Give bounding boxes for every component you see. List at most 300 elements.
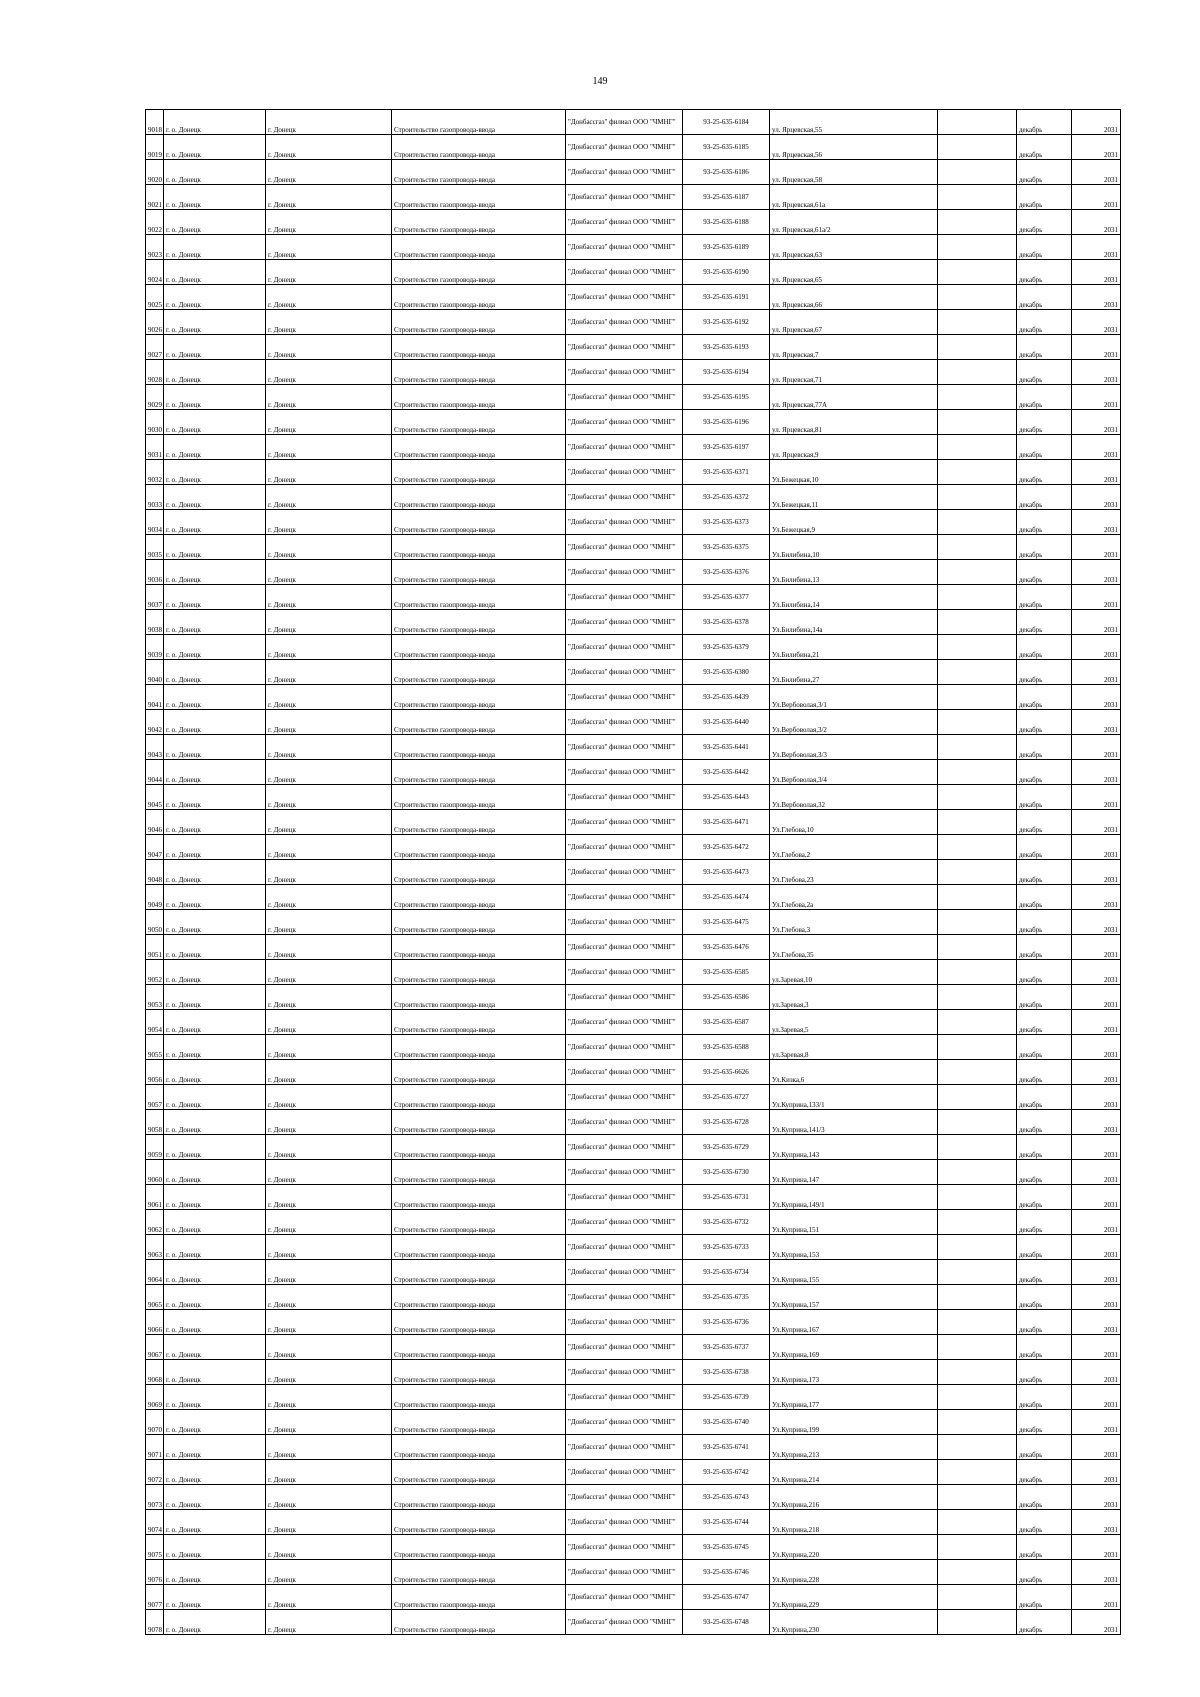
row-number-cell: 9048 xyxy=(146,860,164,885)
object-code-cell: 93-25-635-6745 xyxy=(683,1535,770,1560)
address-cell: Ул.Билибина,10 xyxy=(770,535,938,560)
address-cell: Ул.Глебова,23 xyxy=(770,860,938,885)
row-number-cell: 9075 xyxy=(146,1535,164,1560)
month-cell: декабрь xyxy=(1017,710,1072,735)
month-cell: декабрь xyxy=(1017,560,1072,585)
empty-cell xyxy=(938,685,1017,710)
row-number-cell: 9023 xyxy=(146,235,164,260)
year-cell: 2031 xyxy=(1072,510,1121,535)
table-row xyxy=(146,160,1121,185)
address-cell: ул.Заревая,3 xyxy=(770,985,938,1010)
work-type-cell: Строительство газопровода-ввода xyxy=(392,810,566,835)
table-row xyxy=(146,1335,1121,1360)
year-cell: 2031 xyxy=(1072,835,1121,860)
empty-cell xyxy=(938,860,1017,885)
work-type-cell: Строительство газопровода-ввода xyxy=(392,910,566,935)
year-cell: 2031 xyxy=(1072,1135,1121,1160)
work-type-cell: Строительство газопровода-ввода xyxy=(392,1385,566,1410)
city-cell: г. Донецк xyxy=(266,1210,392,1235)
district-cell: г. о. Донецк xyxy=(164,1510,266,1535)
year-cell: 2031 xyxy=(1072,185,1121,210)
address-cell: Ул.Бежецкая,10 xyxy=(770,460,938,485)
organization-cell: "Донбассгаз" филиал ООО "ЧМНГ" xyxy=(566,460,683,485)
row-number-cell: 9073 xyxy=(146,1485,164,1510)
month-cell: декабрь xyxy=(1017,110,1072,135)
table-row xyxy=(146,885,1121,910)
object-code-cell: 93-25-635-6474 xyxy=(683,885,770,910)
organization-cell: "Донбассгаз" филиал ООО "ЧМНГ" xyxy=(566,985,683,1010)
work-type-cell: Строительство газопровода-ввода xyxy=(392,660,566,685)
month-cell: декабрь xyxy=(1017,1035,1072,1060)
empty-cell xyxy=(938,660,1017,685)
district-cell: г. о. Донецк xyxy=(164,235,266,260)
year-cell: 2031 xyxy=(1072,360,1121,385)
city-cell: г. Донецк xyxy=(266,310,392,335)
year-cell: 2031 xyxy=(1072,1560,1121,1585)
table-row xyxy=(146,1010,1121,1035)
month-cell: декабрь xyxy=(1017,485,1072,510)
city-cell: г. Донецк xyxy=(266,960,392,985)
address-cell: ул.Заревая,5 xyxy=(770,1010,938,1035)
empty-cell xyxy=(938,285,1017,310)
district-cell: г. о. Донецк xyxy=(164,285,266,310)
address-cell: Ул.Куприна,151 xyxy=(770,1210,938,1235)
work-type-cell: Строительство газопровода-ввода xyxy=(392,1310,566,1335)
table-row xyxy=(146,560,1121,585)
address-cell: Ул.Глебова,2 xyxy=(770,835,938,860)
row-number-cell: 9051 xyxy=(146,935,164,960)
empty-cell xyxy=(938,635,1017,660)
year-cell: 2031 xyxy=(1072,1335,1121,1360)
object-code-cell: 93-25-635-6376 xyxy=(683,560,770,585)
row-number-cell: 9044 xyxy=(146,760,164,785)
table-row xyxy=(146,760,1121,785)
district-cell: г. о. Донецк xyxy=(164,1060,266,1085)
work-type-cell: Строительство газопровода-ввода xyxy=(392,1510,566,1535)
district-cell: г. о. Донецк xyxy=(164,260,266,285)
district-cell: г. о. Донецк xyxy=(164,1285,266,1310)
month-cell: декабрь xyxy=(1017,1410,1072,1435)
district-cell: г. о. Донецк xyxy=(164,860,266,885)
organization-cell: "Донбассгаз" филиал ООО "ЧМНГ" xyxy=(566,285,683,310)
empty-cell xyxy=(938,985,1017,1010)
month-cell: декабрь xyxy=(1017,685,1072,710)
address-cell: Ул.Глебова,10 xyxy=(770,810,938,835)
work-type-cell: Строительство газопровода-ввода xyxy=(392,1260,566,1285)
month-cell: декабрь xyxy=(1017,1435,1072,1460)
organization-cell: "Донбассгаз" филиал ООО "ЧМНГ" xyxy=(566,1210,683,1235)
city-cell: г. Донецк xyxy=(266,410,392,435)
city-cell: г. Донецк xyxy=(266,1285,392,1310)
year-cell: 2031 xyxy=(1072,385,1121,410)
month-cell: декабрь xyxy=(1017,910,1072,935)
table-row xyxy=(146,1610,1121,1635)
work-type-cell: Строительство газопровода-ввода xyxy=(392,1135,566,1160)
row-number-cell: 9059 xyxy=(146,1135,164,1160)
page-number: 149 xyxy=(592,76,608,87)
address-cell: Ул.Куприна,133/1 xyxy=(770,1085,938,1110)
organization-cell: "Донбассгаз" филиал ООО "ЧМНГ" xyxy=(566,910,683,935)
empty-cell xyxy=(938,1410,1017,1435)
empty-cell xyxy=(938,1510,1017,1535)
month-cell: декабрь xyxy=(1017,1310,1072,1335)
organization-cell: "Донбассгаз" филиал ООО "ЧМНГ" xyxy=(566,1010,683,1035)
object-code-cell: 93-25-635-6440 xyxy=(683,710,770,735)
address-cell: Ул.Куприна,228 xyxy=(770,1560,938,1585)
address-cell: Ул.Вербоволая,3/4 xyxy=(770,760,938,785)
address-cell: Ул.Куприна,173 xyxy=(770,1360,938,1385)
district-cell: г. о. Донецк xyxy=(164,510,266,535)
organization-cell: "Донбассгаз" филиал ООО "ЧМНГ" xyxy=(566,360,683,385)
district-cell: г. о. Донецк xyxy=(164,210,266,235)
empty-cell xyxy=(938,485,1017,510)
month-cell: декабрь xyxy=(1017,360,1072,385)
year-cell: 2031 xyxy=(1072,1060,1121,1085)
month-cell: декабрь xyxy=(1017,985,1072,1010)
year-cell: 2031 xyxy=(1072,1360,1121,1385)
address-cell: ул. Ярцевская,77А xyxy=(770,385,938,410)
district-cell: г. о. Донецк xyxy=(164,335,266,360)
city-cell: г. Донецк xyxy=(266,235,392,260)
city-cell: г. Донецк xyxy=(266,885,392,910)
table-row xyxy=(146,1385,1121,1410)
row-number-cell: 9067 xyxy=(146,1335,164,1360)
month-cell: декабрь xyxy=(1017,660,1072,685)
month-cell: декабрь xyxy=(1017,185,1072,210)
work-type-cell: Строительство газопровода-ввода xyxy=(392,1335,566,1360)
object-code-cell: 93-25-635-6443 xyxy=(683,785,770,810)
address-cell: Ул.Вербоволая,32 xyxy=(770,785,938,810)
work-type-cell: Строительство газопровода-ввода xyxy=(392,435,566,460)
district-cell: г. о. Донецк xyxy=(164,485,266,510)
city-cell: г. Донецк xyxy=(266,1235,392,1260)
table-row xyxy=(146,1210,1121,1235)
work-type-cell: Строительство газопровода-ввода xyxy=(392,1210,566,1235)
organization-cell: "Донбассгаз" филиал ООО "ЧМНГ" xyxy=(566,1335,683,1360)
table-row xyxy=(146,185,1121,210)
work-type-cell: Строительство газопровода-ввода xyxy=(392,1110,566,1135)
year-cell: 2031 xyxy=(1072,810,1121,835)
organization-cell: "Донбассгаз" филиал ООО "ЧМНГ" xyxy=(566,410,683,435)
empty-cell xyxy=(938,1385,1017,1410)
empty-cell xyxy=(938,885,1017,910)
year-cell: 2031 xyxy=(1072,1110,1121,1135)
table-row xyxy=(146,685,1121,710)
empty-cell xyxy=(938,1360,1017,1385)
empty-cell xyxy=(938,560,1017,585)
work-type-cell: Строительство газопровода-ввода xyxy=(392,735,566,760)
city-cell: г. Донецк xyxy=(266,860,392,885)
address-cell: Ул.Куприна,213 xyxy=(770,1435,938,1460)
empty-cell xyxy=(938,135,1017,160)
organization-cell: "Донбассгаз" филиал ООО "ЧМНГ" xyxy=(566,1310,683,1335)
row-number-cell: 9049 xyxy=(146,885,164,910)
table-row xyxy=(146,485,1121,510)
city-cell: г. Донецк xyxy=(266,1260,392,1285)
district-cell: г. о. Донецк xyxy=(164,1610,266,1635)
month-cell: декабрь xyxy=(1017,1460,1072,1485)
address-cell: Ул.Куприна,157 xyxy=(770,1285,938,1310)
city-cell: г. Донецк xyxy=(266,1385,392,1410)
district-cell: г. о. Донецк xyxy=(164,785,266,810)
table-row xyxy=(146,1060,1121,1085)
empty-cell xyxy=(938,610,1017,635)
work-type-cell: Строительство газопровода-ввода xyxy=(392,1560,566,1585)
empty-cell xyxy=(938,260,1017,285)
empty-cell xyxy=(938,810,1017,835)
row-number-cell: 9063 xyxy=(146,1235,164,1260)
organization-cell: "Донбассгаз" филиал ООО "ЧМНГ" xyxy=(566,560,683,585)
organization-cell: "Донбассгаз" филиал ООО "ЧМНГ" xyxy=(566,135,683,160)
empty-cell xyxy=(938,310,1017,335)
work-type-cell: Строительство газопровода-ввода xyxy=(392,585,566,610)
month-cell: декабрь xyxy=(1017,1185,1072,1210)
table-row xyxy=(146,410,1121,435)
year-cell: 2031 xyxy=(1072,1460,1121,1485)
object-code-cell: 93-25-635-6585 xyxy=(683,960,770,985)
month-cell: декабрь xyxy=(1017,1610,1072,1635)
object-code-cell: 93-25-635-6588 xyxy=(683,1035,770,1060)
district-cell: г. о. Донецк xyxy=(164,1335,266,1360)
city-cell: г. Донецк xyxy=(266,1335,392,1360)
year-cell: 2031 xyxy=(1072,1235,1121,1260)
row-number-cell: 9053 xyxy=(146,985,164,1010)
empty-cell xyxy=(938,960,1017,985)
month-cell: декабрь xyxy=(1017,860,1072,885)
city-cell: г. Донецк xyxy=(266,685,392,710)
row-number-cell: 9055 xyxy=(146,1035,164,1060)
work-type-cell: Строительство газопровода-ввода xyxy=(392,535,566,560)
city-cell: г. Донецк xyxy=(266,1010,392,1035)
month-cell: декабрь xyxy=(1017,835,1072,860)
table-row xyxy=(146,235,1121,260)
work-type-cell: Строительство газопровода-ввода xyxy=(392,785,566,810)
month-cell: декабрь xyxy=(1017,410,1072,435)
year-cell: 2031 xyxy=(1072,210,1121,235)
empty-cell xyxy=(938,1010,1017,1035)
year-cell: 2031 xyxy=(1072,860,1121,885)
organization-cell: "Донбассгаз" филиал ООО "ЧМНГ" xyxy=(566,610,683,635)
address-cell: Ул.Бежецкая,9 xyxy=(770,510,938,535)
work-type-cell: Строительство газопровода-ввода xyxy=(392,960,566,985)
object-code-cell: 93-25-635-6740 xyxy=(683,1410,770,1435)
city-cell: г. Донецк xyxy=(266,160,392,185)
table-row xyxy=(146,610,1121,635)
district-cell: г. о. Донецк xyxy=(164,660,266,685)
month-cell: декабрь xyxy=(1017,1235,1072,1260)
table-row xyxy=(146,860,1121,885)
organization-cell: "Донбассгаз" филиал ООО "ЧМНГ" xyxy=(566,1035,683,1060)
organization-cell: "Донбассгаз" филиал ООО "ЧМНГ" xyxy=(566,1285,683,1310)
year-cell: 2031 xyxy=(1072,435,1121,460)
address-cell: Ул.Билибина,27 xyxy=(770,660,938,685)
city-cell: г. Донецк xyxy=(266,435,392,460)
address-cell: Ул.Куприна,218 xyxy=(770,1510,938,1535)
organization-cell: "Донбассгаз" филиал ООО "ЧМНГ" xyxy=(566,210,683,235)
table-row xyxy=(146,135,1121,160)
empty-cell xyxy=(938,185,1017,210)
month-cell: декабрь xyxy=(1017,260,1072,285)
organization-cell: "Донбассгаз" филиал ООО "ЧМНГ" xyxy=(566,1360,683,1385)
address-cell: Ул.Билибина,14а xyxy=(770,610,938,635)
district-cell: г. о. Донецк xyxy=(164,1410,266,1435)
organization-cell: "Донбассгаз" филиал ООО "ЧМНГ" xyxy=(566,535,683,560)
row-number-cell: 9050 xyxy=(146,910,164,935)
row-number-cell: 9078 xyxy=(146,1610,164,1635)
row-number-cell: 9029 xyxy=(146,385,164,410)
year-cell: 2031 xyxy=(1072,785,1121,810)
address-cell: Ул.Куприна,143 xyxy=(770,1135,938,1160)
organization-cell: "Донбассгаз" филиал ООО "ЧМНГ" xyxy=(566,1160,683,1185)
year-cell: 2031 xyxy=(1072,960,1121,985)
row-number-cell: 9045 xyxy=(146,785,164,810)
work-type-cell: Строительство газопровода-ввода xyxy=(392,185,566,210)
year-cell: 2031 xyxy=(1072,635,1121,660)
object-code-cell: 93-25-635-6742 xyxy=(683,1460,770,1485)
organization-cell: "Донбассгаз" филиал ООО "ЧМНГ" xyxy=(566,885,683,910)
organization-cell: "Донбассгаз" филиал ООО "ЧМНГ" xyxy=(566,760,683,785)
address-cell: Ул.Куприна,141/3 xyxy=(770,1110,938,1135)
month-cell: декабрь xyxy=(1017,1360,1072,1385)
address-cell: Ул.Куприна,149/1 xyxy=(770,1185,938,1210)
organization-cell: "Донбассгаз" филиал ООО "ЧМНГ" xyxy=(566,435,683,460)
city-cell: г. Донецк xyxy=(266,1035,392,1060)
address-cell: Ул.Вербоволая,3/1 xyxy=(770,685,938,710)
city-cell: г. Донецк xyxy=(266,185,392,210)
city-cell: г. Донецк xyxy=(266,785,392,810)
empty-cell xyxy=(938,1460,1017,1485)
table-row xyxy=(146,785,1121,810)
organization-cell: "Донбассгаз" филиал ООО "ЧМНГ" xyxy=(566,960,683,985)
object-code-cell: 93-25-635-6733 xyxy=(683,1235,770,1260)
district-cell: г. о. Донецк xyxy=(164,985,266,1010)
month-cell: декабрь xyxy=(1017,1060,1072,1085)
row-number-cell: 9047 xyxy=(146,835,164,860)
empty-cell xyxy=(938,1035,1017,1060)
address-cell: ул. Ярцевская,58 xyxy=(770,160,938,185)
organization-cell: "Донбассгаз" филиал ООО "ЧМНГ" xyxy=(566,510,683,535)
organization-cell: "Донбассгаз" филиал ООО "ЧМНГ" xyxy=(566,1235,683,1260)
city-cell: г. Донецк xyxy=(266,1510,392,1535)
city-cell: г. Донецк xyxy=(266,110,392,135)
organization-cell: "Донбассгаз" филиал ООО "ЧМНГ" xyxy=(566,1410,683,1435)
district-cell: г. о. Донецк xyxy=(164,1260,266,1285)
organization-cell: "Донбассгаз" филиал ООО "ЧМНГ" xyxy=(566,1085,683,1110)
year-cell: 2031 xyxy=(1072,1260,1121,1285)
month-cell: декабрь xyxy=(1017,1485,1072,1510)
year-cell: 2031 xyxy=(1072,685,1121,710)
organization-cell: "Донбассгаз" филиал ООО "ЧМНГ" xyxy=(566,335,683,360)
organization-cell: "Донбассгаз" филиал ООО "ЧМНГ" xyxy=(566,810,683,835)
month-cell: декабрь xyxy=(1017,1260,1072,1285)
year-cell: 2031 xyxy=(1072,985,1121,1010)
organization-cell: "Донбассгаз" филиал ООО "ЧМНГ" xyxy=(566,1510,683,1535)
object-code-cell: 93-25-635-6586 xyxy=(683,985,770,1010)
address-cell: Ул.Вербоволая,3/2 xyxy=(770,710,938,735)
row-number-cell: 9039 xyxy=(146,635,164,660)
row-number-cell: 9077 xyxy=(146,1585,164,1610)
city-cell: г. Донецк xyxy=(266,985,392,1010)
year-cell: 2031 xyxy=(1072,560,1121,585)
object-code-cell: 93-25-635-6741 xyxy=(683,1435,770,1460)
row-number-cell: 9074 xyxy=(146,1510,164,1535)
year-cell: 2031 xyxy=(1072,160,1121,185)
empty-cell xyxy=(938,1135,1017,1160)
district-cell: г. о. Донецк xyxy=(164,1485,266,1510)
month-cell: декабрь xyxy=(1017,460,1072,485)
work-type-cell: Строительство газопровода-ввода xyxy=(392,335,566,360)
city-cell: г. Донецк xyxy=(266,910,392,935)
city-cell: г. Донецк xyxy=(266,260,392,285)
table-row xyxy=(146,1260,1121,1285)
row-number-cell: 9020 xyxy=(146,160,164,185)
month-cell: декабрь xyxy=(1017,210,1072,235)
year-cell: 2031 xyxy=(1072,1160,1121,1185)
object-code-cell: 93-25-635-6371 xyxy=(683,460,770,485)
row-number-cell: 9066 xyxy=(146,1310,164,1335)
work-type-cell: Строительство газопровода-ввода xyxy=(392,635,566,660)
organization-cell: "Донбассгаз" филиал ООО "ЧМНГ" xyxy=(566,835,683,860)
object-code-cell: 93-25-635-6189 xyxy=(683,235,770,260)
year-cell: 2031 xyxy=(1072,1085,1121,1110)
object-code-cell: 93-25-635-6184 xyxy=(683,110,770,135)
work-type-cell: Строительство газопровода-ввода xyxy=(392,1435,566,1460)
district-cell: г. о. Донецк xyxy=(164,1110,266,1135)
month-cell: декабрь xyxy=(1017,1160,1072,1185)
table-row xyxy=(146,985,1121,1010)
district-cell: г. о. Донецк xyxy=(164,910,266,935)
year-cell: 2031 xyxy=(1072,110,1121,135)
address-cell: ул. Ярцевская,65 xyxy=(770,260,938,285)
year-cell: 2031 xyxy=(1072,1435,1121,1460)
city-cell: г. Донецк xyxy=(266,635,392,660)
table-row xyxy=(146,385,1121,410)
table-row xyxy=(146,210,1121,235)
work-type-cell: Строительство газопровода-ввода xyxy=(392,160,566,185)
address-cell: Ул.Глебова,35 xyxy=(770,935,938,960)
row-number-cell: 9024 xyxy=(146,260,164,285)
object-code-cell: 93-25-635-6738 xyxy=(683,1360,770,1385)
city-cell: г. Донецк xyxy=(266,135,392,160)
organization-cell: "Донбассгаз" филиал ООО "ЧМНГ" xyxy=(566,385,683,410)
month-cell: декабрь xyxy=(1017,535,1072,560)
address-cell: Ул.Билибина,21 xyxy=(770,635,938,660)
object-code-cell: 93-25-635-6587 xyxy=(683,1010,770,1035)
work-type-cell: Строительство газопровода-ввода xyxy=(392,235,566,260)
organization-cell: "Донбассгаз" филиал ООО "ЧМНГ" xyxy=(566,1435,683,1460)
object-code-cell: 93-25-635-6441 xyxy=(683,735,770,760)
year-cell: 2031 xyxy=(1072,935,1121,960)
district-cell: г. о. Донецк xyxy=(164,535,266,560)
organization-cell: "Донбассгаз" филиал ООО "ЧМНГ" xyxy=(566,585,683,610)
address-cell: ул. Ярцевская,56 xyxy=(770,135,938,160)
year-cell: 2031 xyxy=(1072,135,1121,160)
year-cell: 2031 xyxy=(1072,1610,1121,1635)
table-row xyxy=(146,1085,1121,1110)
object-code-cell: 93-25-635-6192 xyxy=(683,310,770,335)
address-cell: ул. Ярцевская,67 xyxy=(770,310,938,335)
district-cell: г. о. Донецк xyxy=(164,360,266,385)
row-number-cell: 9022 xyxy=(146,210,164,235)
object-code-cell: 93-25-635-6377 xyxy=(683,585,770,610)
work-type-cell: Строительство газопровода-ввода xyxy=(392,610,566,635)
table-row xyxy=(146,810,1121,835)
row-number-cell: 9036 xyxy=(146,560,164,585)
empty-cell xyxy=(938,1610,1017,1635)
table-row xyxy=(146,585,1121,610)
address-cell: ул.Заревая,10 xyxy=(770,960,938,985)
work-type-cell: Строительство газопровода-ввода xyxy=(392,210,566,235)
